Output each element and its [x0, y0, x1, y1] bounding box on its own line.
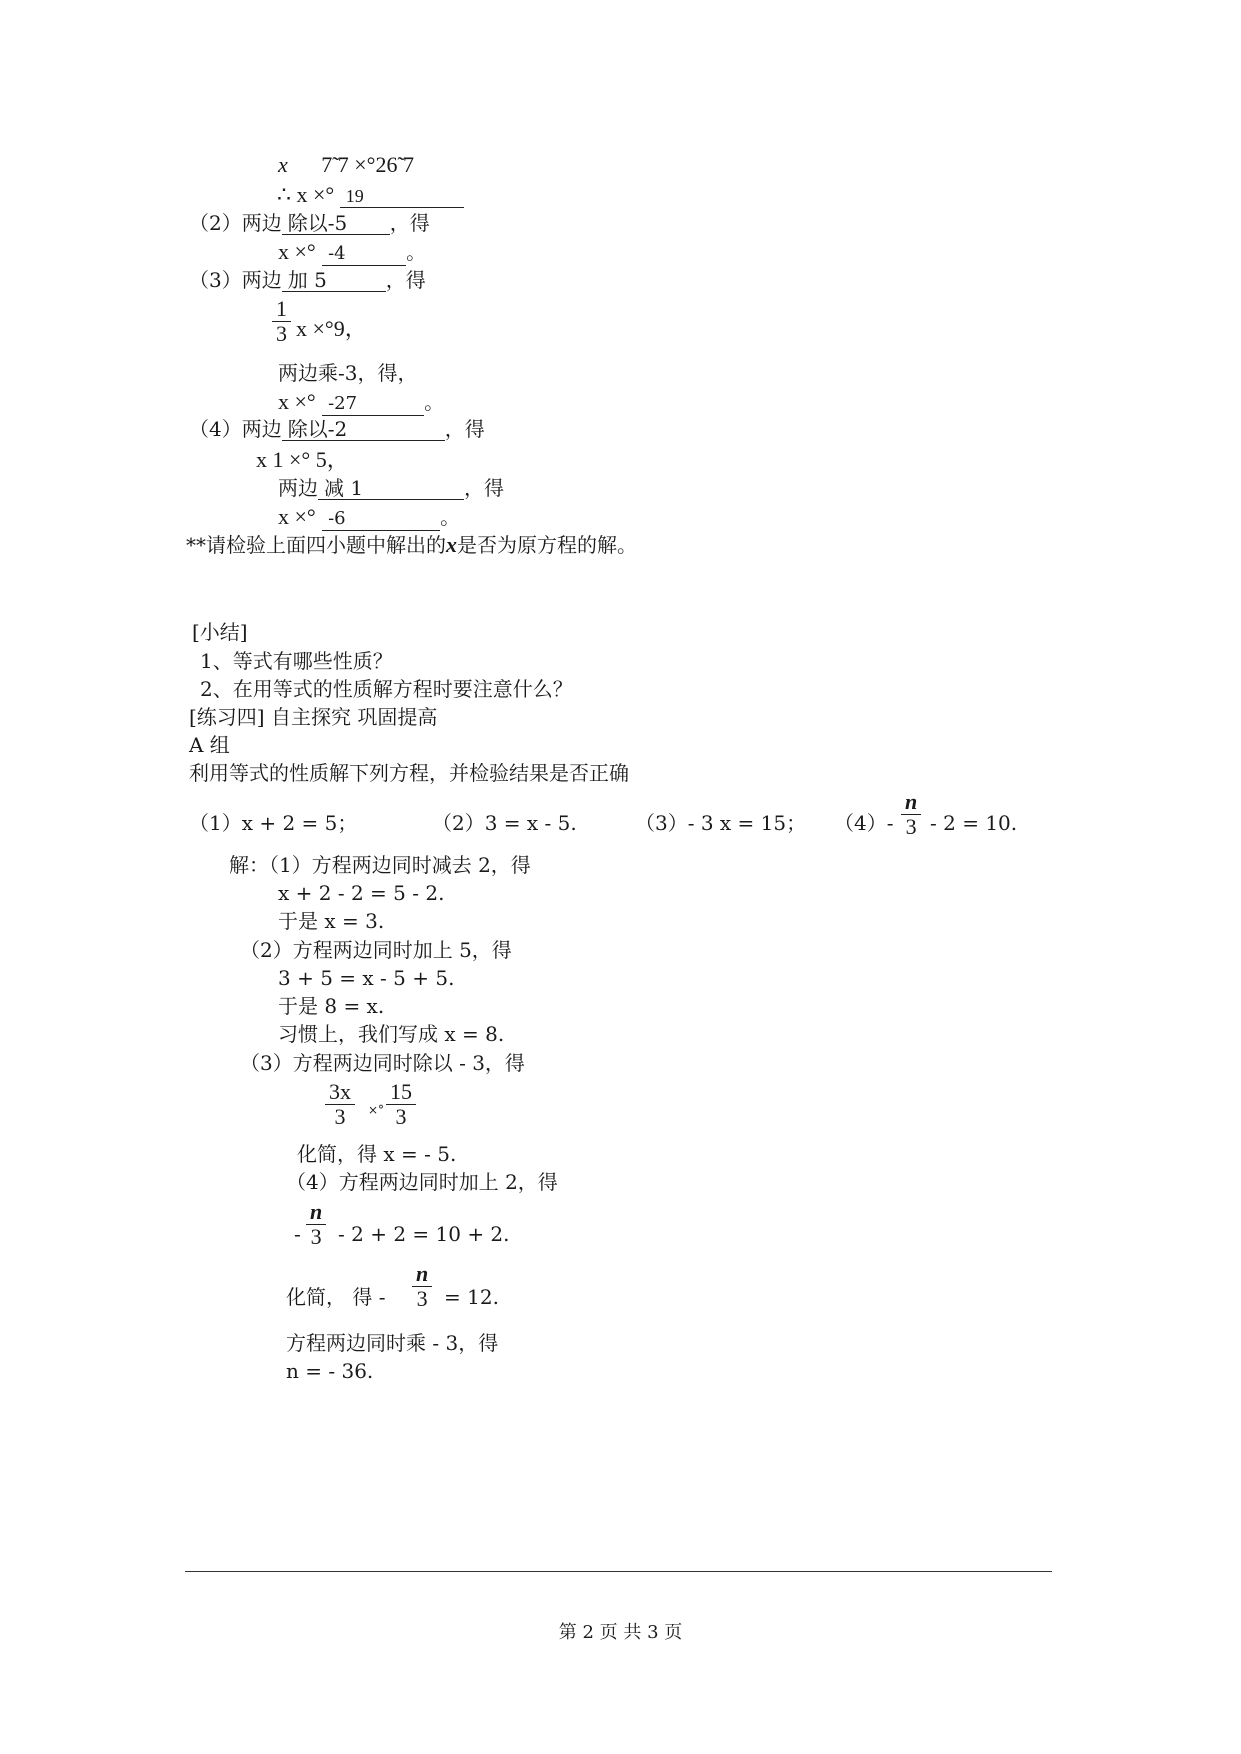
left-denominator: 3 — [334, 1104, 346, 1129]
period: 。 — [406, 240, 427, 264]
item-3-answer: -27 — [322, 393, 424, 416]
problem-4-prefix: （4）- — [834, 811, 894, 835]
solution-line-1: 解：（1）方程两边同时减去 2，得 — [229, 853, 531, 877]
problem-2: （2）3 = x - 5. — [432, 811, 577, 835]
item-3-answer-line — [278, 390, 444, 416]
check-instruction — [186, 533, 637, 557]
solution-line-11: （4）方程两边同时加上 2，得 — [286, 1170, 558, 1194]
summary-question-1: 1、等式有哪些性质？ — [200, 649, 393, 673]
item-4-line-2-prefix: 两边 — [278, 476, 318, 500]
answer-blank-1: 19 — [340, 185, 464, 208]
equals-symbol: ×° — [368, 1103, 385, 1117]
footer-divider — [185, 1571, 1052, 1572]
division-left-fraction — [325, 1080, 355, 1129]
item-3-equation — [296, 317, 367, 341]
item-3-line — [189, 268, 426, 292]
item-2-line — [189, 211, 430, 235]
solution-line-7: 习惯上，我们写成 x = 8. — [278, 1022, 505, 1046]
summary-heading: [小结] — [192, 620, 248, 644]
check-prefix: **请检验上面四小题中解出的 — [186, 533, 446, 557]
item-2-prefix: （2）两边 — [189, 211, 282, 235]
solution-line-8: （3）方程两边同时除以 - 3，得 — [240, 1051, 525, 1075]
problem-1: （1）x + 2 = 5； — [189, 811, 358, 835]
item-2-blank: 除以-5 — [282, 212, 390, 235]
item-4-answer-line — [278, 505, 460, 531]
item-3-equation-rest: x ×°9， — [296, 316, 367, 341]
right-denominator: 3 — [395, 1104, 407, 1129]
item-4-blank: 除以-2 — [282, 418, 445, 441]
fraction-one-third — [272, 297, 291, 346]
equation-line — [278, 153, 414, 177]
left-numerator: 3x — [325, 1080, 355, 1105]
s12-numerator: n — [306, 1200, 326, 1225]
item-3-line-2: 两边乘-3，得， — [278, 361, 418, 385]
problem-3: （3）- 3 x = 15； — [635, 811, 807, 835]
item-3-x: x ×° — [278, 389, 316, 414]
fraction-numerator: 1 — [272, 297, 291, 322]
item-4-x: x ×° — [278, 504, 316, 529]
practice-heading: [练习四] 自主探究 巩固提高 — [189, 705, 438, 729]
group-label: A 组 — [189, 733, 230, 757]
check-suffix: 是否为原方程的解。 — [457, 533, 637, 557]
s12-denominator: 3 — [310, 1224, 322, 1249]
summary-question-2: 2、在用等式的性质解方程时要注意什么？ — [200, 677, 573, 701]
item-4-prefix: （4）两边 — [189, 417, 282, 441]
solution-line-3: 于是 x = 3. — [278, 909, 385, 933]
item-2-suffix: ，得 — [389, 211, 430, 235]
therefore-label: ∴ x ×° — [277, 182, 335, 207]
item-2-answer-line — [278, 240, 426, 266]
item-3-blank: 加 5 — [282, 269, 386, 292]
item-4-line-2-suffix: ，得 — [464, 476, 504, 500]
problem-4-numerator: n — [901, 790, 921, 815]
solution-line-15: n = - 36. — [286, 1359, 374, 1383]
fraction-denominator: 3 — [276, 321, 287, 346]
item-4-answer: -6 — [322, 508, 440, 531]
item-3-suffix: ，得 — [385, 268, 426, 292]
item-4-line-2 — [278, 476, 504, 500]
division-equals — [368, 1098, 384, 1125]
solution-line-4: （2）方程两边同时加上 5，得 — [240, 938, 512, 962]
s13-numerator: n — [412, 1262, 432, 1287]
solution-13-fraction — [412, 1262, 432, 1311]
solution-line-10: 化简，得 x = - 5. — [297, 1142, 457, 1166]
item-4-line-2-blank: 减 1 — [318, 477, 464, 500]
problem-4-denominator: 3 — [905, 814, 917, 839]
var-x: x — [278, 152, 288, 177]
check-var-x: x — [446, 532, 457, 557]
page-number: 第 2 页 共 3 页 — [558, 1622, 683, 1643]
solution-13-suffix: = 12. — [444, 1285, 499, 1309]
item-4-suffix: ，得 — [444, 417, 485, 441]
solution-12-minus: - — [294, 1222, 301, 1246]
solution-13-prefix: 化简， 得 - — [286, 1285, 386, 1309]
right-numerator: 15 — [386, 1080, 416, 1105]
solution-line-14: 方程两边同时乘 - 3，得 — [286, 1331, 499, 1355]
item-2-x: x ×° — [278, 239, 316, 264]
solution-12-fraction — [306, 1200, 326, 1249]
item-3-prefix: （3）两边 — [189, 268, 282, 292]
item-4-equation: x 1 ×° 5， — [256, 447, 349, 472]
solution-line-6: 于是 8 = x. — [278, 994, 385, 1018]
solution-12-rest: - 2 + 2 = 10 + 2. — [338, 1222, 510, 1246]
period: 。 — [440, 505, 461, 529]
solution-line-2: x + 2 - 2 = 5 - 2. — [278, 881, 445, 905]
s13-denominator: 3 — [416, 1286, 428, 1311]
solution-line-5: 3 + 5 = x - 5 + 5. — [278, 966, 455, 990]
period: 。 — [424, 390, 445, 414]
practice-instruction: 利用等式的性质解下列方程，并检验结果是否正确 — [189, 761, 629, 785]
division-right-fraction — [386, 1080, 416, 1129]
item-4-line — [189, 417, 485, 441]
problem-4-suffix: - 2 = 10. — [930, 811, 1018, 835]
therefore-line — [277, 183, 464, 208]
item-2-answer: -4 — [322, 243, 406, 266]
equation-rest: 7̃ 7 ×°26̃ 7 — [321, 152, 414, 177]
problem-4-fraction — [901, 790, 921, 839]
